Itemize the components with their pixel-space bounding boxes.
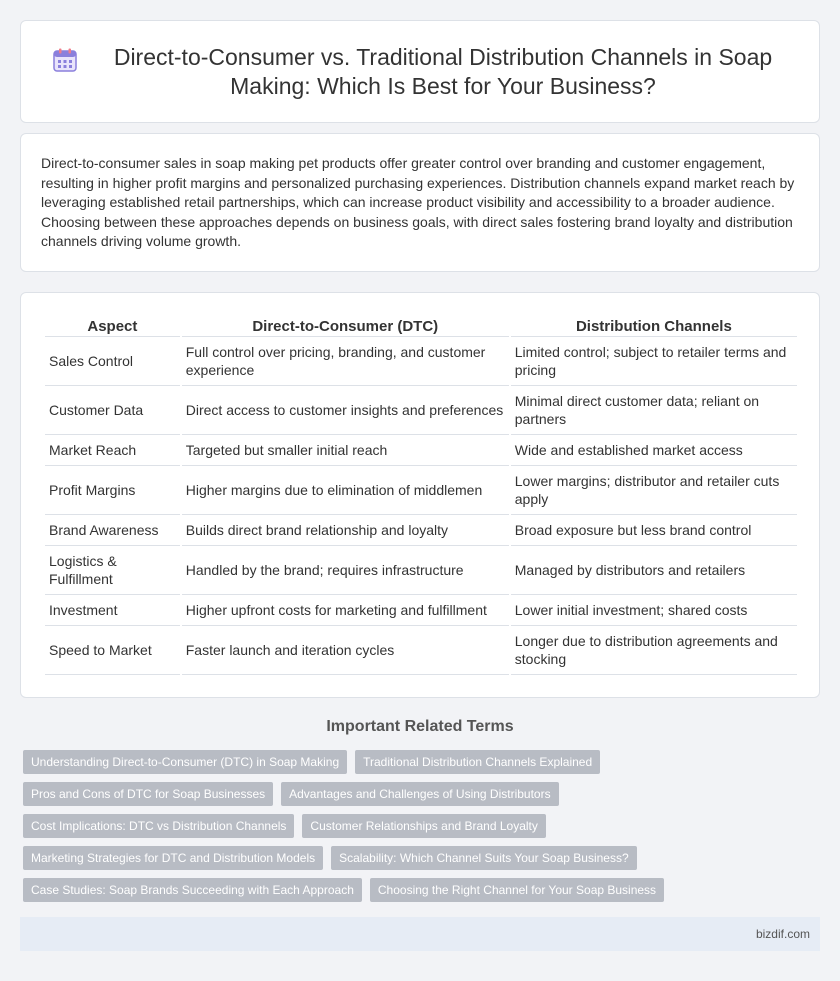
table-header-row [45,315,797,337]
title-row [51,43,789,101]
dtc-cell: Faster launch and iteration cycles [182,626,509,675]
distribution-cell: Wide and established market access [511,435,797,466]
comparison-card [20,292,820,698]
related-term-tag[interactable]: Customer Relationships and Brand Loyalty [302,814,545,838]
aspect-cell: Customer Data [45,386,180,435]
dtc-cell: Higher margins due to elimination of middlemen [182,466,509,515]
related-term-tag[interactable]: Advantages and Challenges of Using Distributors [281,782,558,806]
related-term-tag[interactable]: Scalability: Which Channel Suits Your Soap Business? [331,846,637,870]
related-term-tag[interactable]: Understanding Direct-to-Consumer (DTC) in Soap Making [23,750,347,774]
table-row [45,626,797,675]
table-row [45,595,797,626]
header-distribution: Distribution Channels [511,315,797,337]
dtc-cell: Direct access to customer insights and preferences [182,386,509,435]
related-terms-heading: Important Related Terms [326,718,514,735]
aspect-cell: Brand Awareness [45,515,180,546]
table-row [45,386,797,435]
footer [20,917,820,951]
summary-card [20,133,820,272]
dtc-cell: Higher upfront costs for marketing and fulfillment [182,595,509,626]
related-term-tag[interactable]: Traditional Distribution Channels Explained [355,750,600,774]
header-dtc: Direct-to-Consumer (DTC) [182,315,509,337]
aspect-cell: Sales Control [45,337,180,386]
aspect-cell: Speed to Market [45,626,180,675]
related-term-tag[interactable]: Pros and Cons of DTC for Soap Businesses [23,782,273,806]
related-term-tag[interactable]: Cost Implications: DTC vs Distribution Channels [23,814,294,838]
table-row [45,515,797,546]
distribution-cell: Lower margins; distributor and retailer cuts apply [511,466,797,515]
distribution-cell: Limited control; subject to retailer terms and pricing [511,337,797,386]
distribution-cell: Minimal direct customer data; reliant on partners [511,386,797,435]
related-terms-list [23,750,813,902]
footer-site-link[interactable]: bizdif.com [755,927,810,941]
aspect-cell: Profit Margins [45,466,180,515]
distribution-cell: Broad exposure but less brand control [511,515,797,546]
calendar-icon [52,47,78,73]
aspect-cell: Logistics & Fulfillment [45,546,180,595]
dtc-cell: Full control over pricing, branding, and customer experience [182,337,509,386]
distribution-cell: Managed by distributors and retailers [511,546,797,595]
table-row [45,466,797,515]
aspect-cell: Market Reach [45,435,180,466]
title-card [20,20,820,123]
related-term-tag[interactable]: Choosing the Right Channel for Your Soap Business [370,878,664,902]
page-title: Direct-to-Consumer vs. Traditional Distribution Channels in Soap Making: Which Is Best for Your Business? [113,44,773,99]
summary-paragraph: Direct-to-consumer sales in soap making pet products offer greater control over branding and customer engagement, resulting in higher profit margins and personalized purchasing experiences. Distribution channels expand market reach by leveraging established retail partnerships, which can increase product visibility and accessibility to a broader audience. Choosing between these approaches depends on business goals, with direct sales fostering brand loyalty and distribution channels driving volume growth. [41,155,795,249]
header-aspect: Aspect [45,315,180,337]
table-row [45,337,797,386]
dtc-cell: Handled by the brand; requires infrastructure [182,546,509,595]
related-term-tag[interactable]: Marketing Strategies for DTC and Distribution Models [23,846,323,870]
distribution-cell: Longer due to distribution agreements and stocking [511,626,797,675]
table-row [45,435,797,466]
comparison-table [43,315,799,675]
dtc-cell: Targeted but smaller initial reach [182,435,509,466]
dtc-cell: Builds direct brand relationship and loyalty [182,515,509,546]
aspect-cell: Investment [45,595,180,626]
distribution-cell: Lower initial investment; shared costs [511,595,797,626]
table-row [45,546,797,595]
related-term-tag[interactable]: Case Studies: Soap Brands Succeeding with Each Approach [23,878,362,902]
